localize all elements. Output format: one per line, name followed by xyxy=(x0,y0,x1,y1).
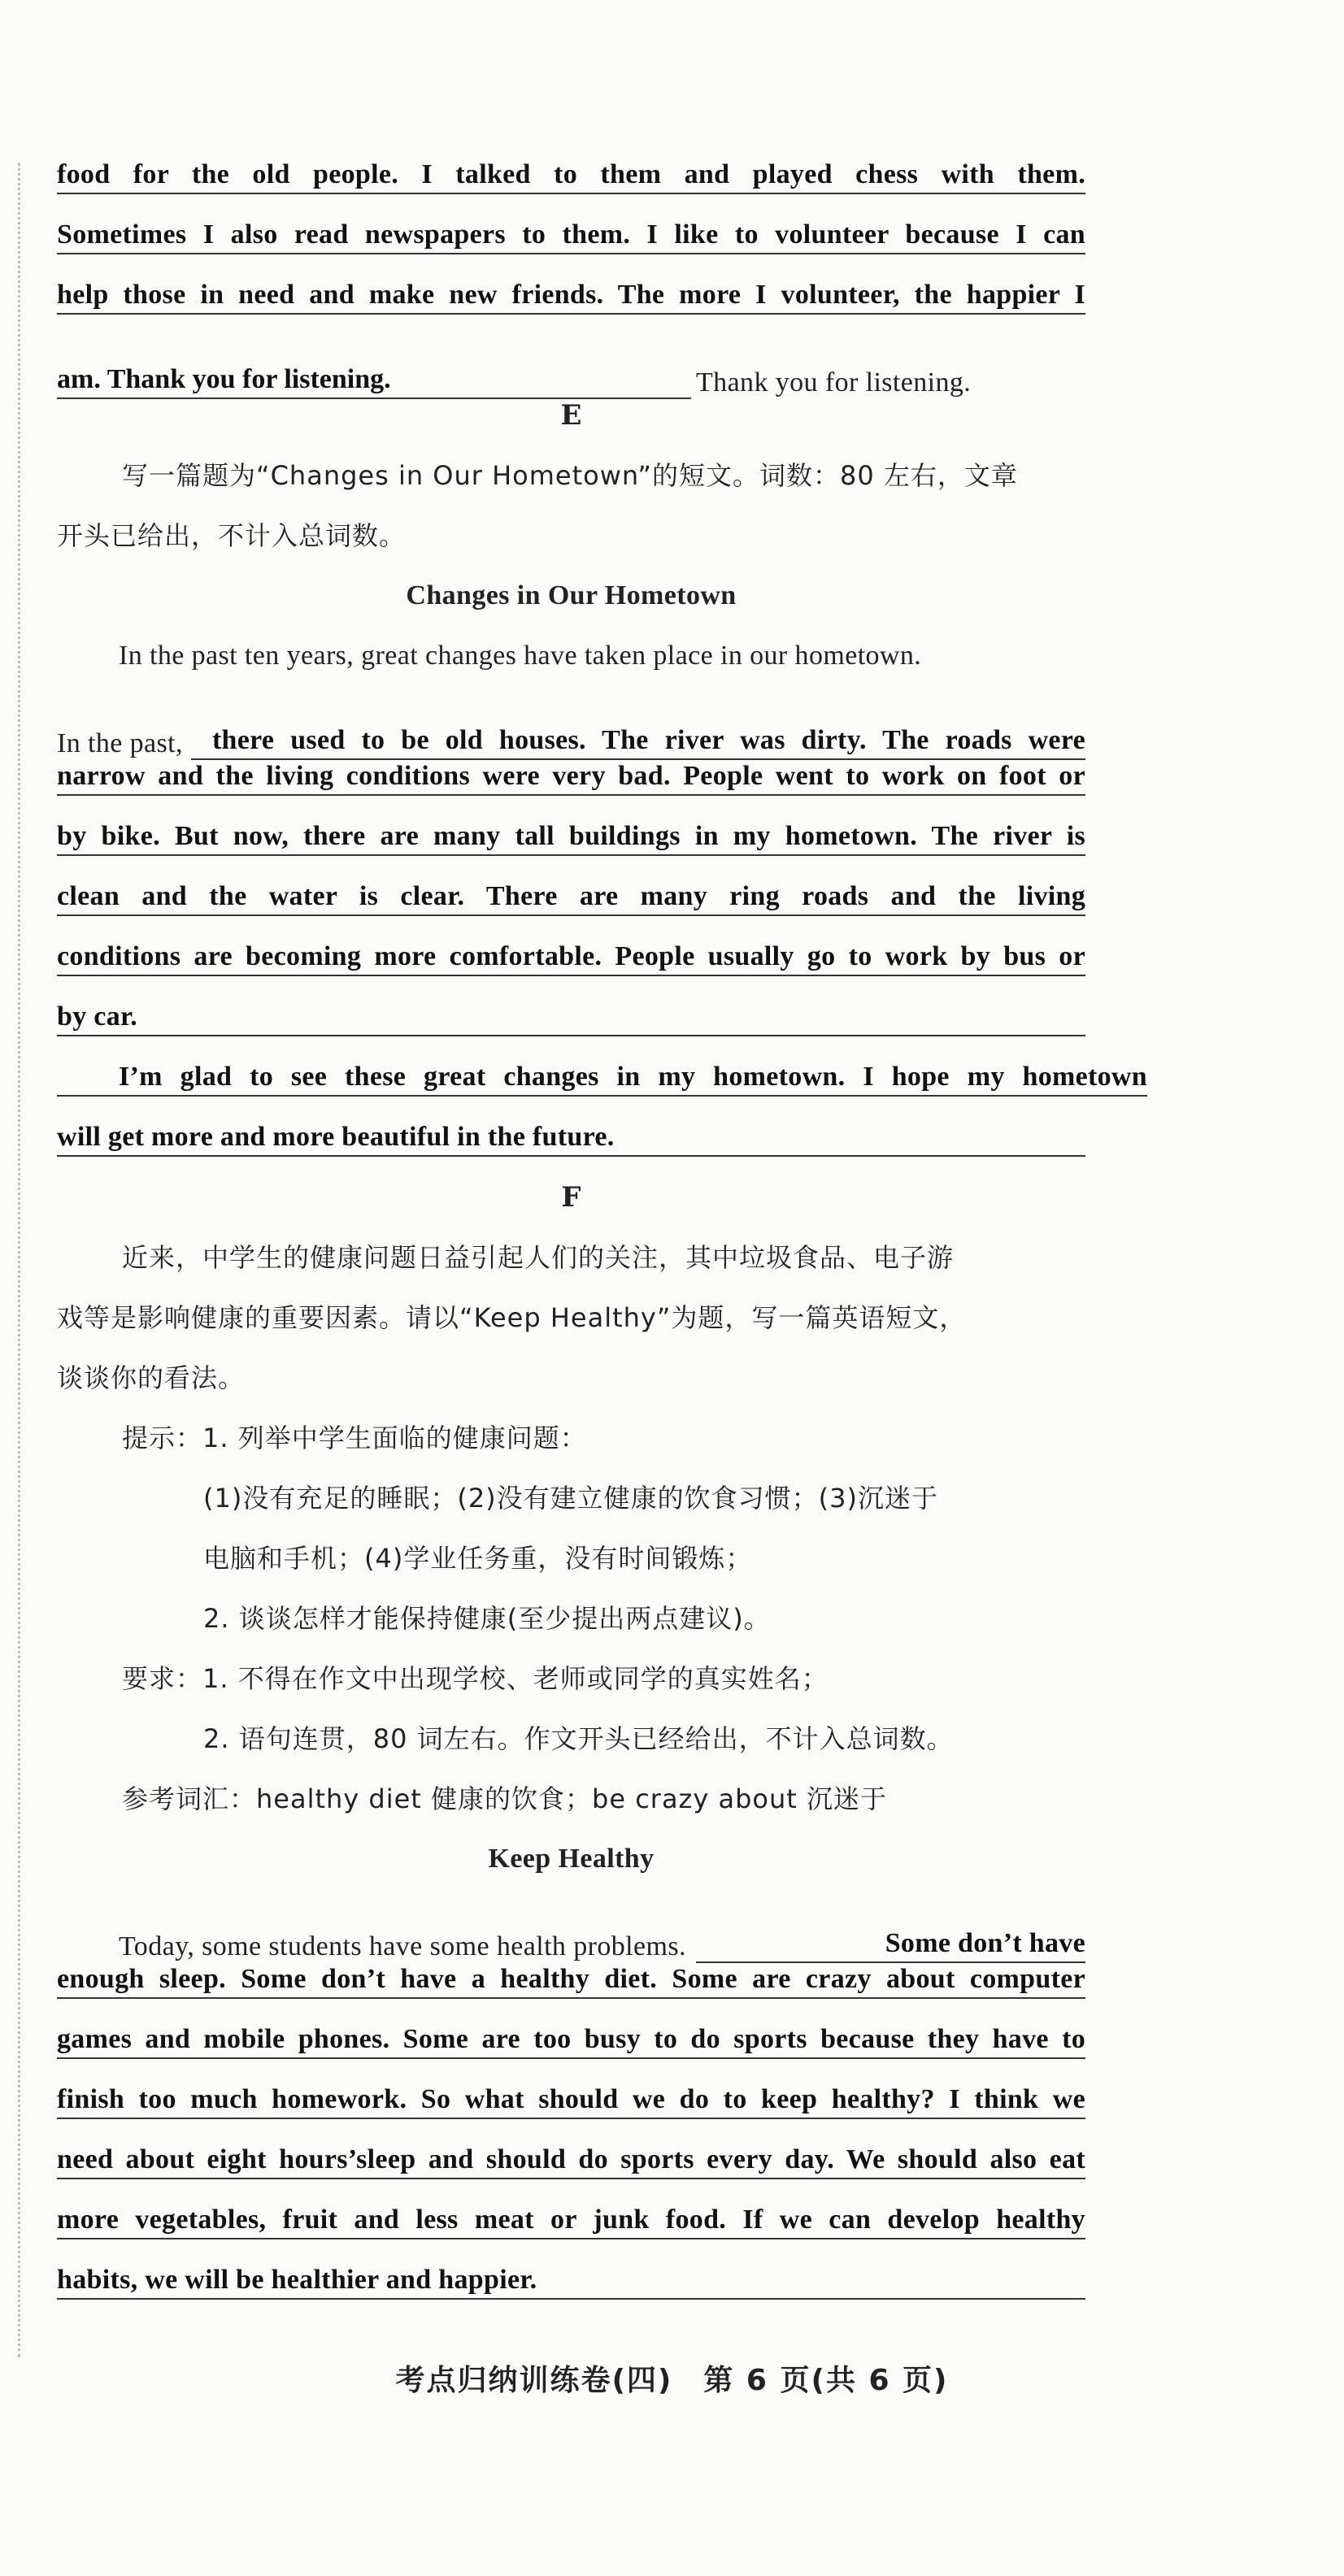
e-closing-line-2: will get more and more beautiful in the future. xyxy=(57,1121,1085,1181)
e-closing-line-1: I’m glad to see these great changes in my hometown. I hope my hometown xyxy=(57,1061,1085,1121)
e-answer-line-5: conditions are becoming more comfortable. People usually go to work by bus or xyxy=(57,940,1085,1001)
binding-margin-dots xyxy=(18,163,20,2357)
f-essay-title: Keep Healthy xyxy=(488,1844,655,1874)
document-page xyxy=(57,159,1147,2324)
f-hint-item-1: (1)没有充足的睡眠；(2)没有建立健康的饮食习惯；(3)沉迷于 xyxy=(203,1483,938,1514)
d-answer-line-4: am. Thank you for listening. Thank you for listening. xyxy=(57,364,972,397)
f-requirement-item-2: 2. 语句连贯，80 词左右。作文开头已经给出，不计入总词数。 xyxy=(203,1723,954,1754)
e-answer-line-6: by car. xyxy=(57,1001,1085,1061)
f-answer-line-3: games and mobile phones. Some are too busy to do sports because they have to xyxy=(57,2023,1085,2083)
f-hint-item-3: 2. 谈谈怎样才能保持健康(至少提出两点建议)。 xyxy=(203,1603,771,1634)
f-prompt-line-1: 近来，中学生的健康问题日益引起人们的关注，其中垃圾食品、电子游 xyxy=(122,1242,955,1273)
f-essay-opening: Today, some students have some health problems. xyxy=(119,1931,686,1961)
f-hint-label: 提示：1. 列举中学生面临的健康问题： xyxy=(122,1423,587,1453)
page-footer: 考点归纳训练卷(四) 第 6 页(共 6 页) xyxy=(395,2364,949,2397)
d-answer-line-2: Sometimes I also read newspapers to them. I like to volunteer because I can xyxy=(57,219,1085,279)
d-answer-line-3: help those in need and make new friends. The more I volunteer, the happier I xyxy=(57,279,1085,339)
e-answer-line-4: clean and the water is clear. There are many ring roads and the living xyxy=(57,880,1085,940)
section-f-letter: F xyxy=(561,1181,581,1214)
f-answer-line-4: finish too much homework. So what should we do to keep healthy? I think we xyxy=(57,2083,1085,2144)
f-prompt-line-2: 戏等是影响健康的重要因素。请以“Keep Healthy”为题，写一篇英语短文， xyxy=(57,1302,967,1333)
d-answer-line-1: food for the old people. I talked to them and played chess with them. xyxy=(57,159,1085,219)
f-reference-vocab: 参考词汇：healthy diet 健康的饮食；be crazy about 沉迷于 xyxy=(122,1783,887,1814)
e-prompt-line-1: 写一篇题为“Changes in Our Hometown”的短文。词数：80 左右，文章 xyxy=(122,460,1018,491)
e-essay-opening: In the past ten years, great changes have taken place in our hometown. xyxy=(119,641,922,671)
e-prompt-line-2: 开头已给出，不计入总词数。 xyxy=(57,520,407,551)
e-answer-line-1: In the past, there used to be old houses. The river was dirty. The roads were xyxy=(57,725,1085,758)
f-requirement-label: 要求：1. 不得在作文中出现学校、老师或同学的真实姓名； xyxy=(122,1663,829,1694)
f-answer-line-6: more vegetables, fruit and less meat or junk food. If we can develop healthy xyxy=(57,2204,1085,2264)
e-answer-line-3: by bike. But now, there are many tall buildings in my hometown. The river is xyxy=(57,820,1085,880)
e-answer-line-2: narrow and the living conditions were very bad. People went to work on foot or xyxy=(57,760,1085,820)
e-essay-title: Changes in Our Hometown xyxy=(406,580,737,610)
section-e-letter: E xyxy=(560,399,582,432)
e-lead-text: In the past, xyxy=(57,728,183,758)
f-answer-line-5: need about eight hours’sleep and should do sports every day. We should also eat xyxy=(57,2144,1085,2204)
f-answer-line-7: habits, we will be healthier and happier. xyxy=(57,2264,1085,2324)
f-answer-line-2: enough sleep. Some don’t have a healthy diet. Some are crazy about computer xyxy=(57,1963,1085,2023)
f-prompt-line-3: 谈谈你的看法。 xyxy=(57,1362,246,1393)
f-answer-line-1: Today, some students have some health problems. Some don’t have xyxy=(57,1903,1085,1963)
f-hint-item-2: 电脑和手机；(4)学业任务重，没有时间锻炼； xyxy=(203,1543,753,1574)
d-given-ending: Thank you for listening. xyxy=(696,367,972,397)
